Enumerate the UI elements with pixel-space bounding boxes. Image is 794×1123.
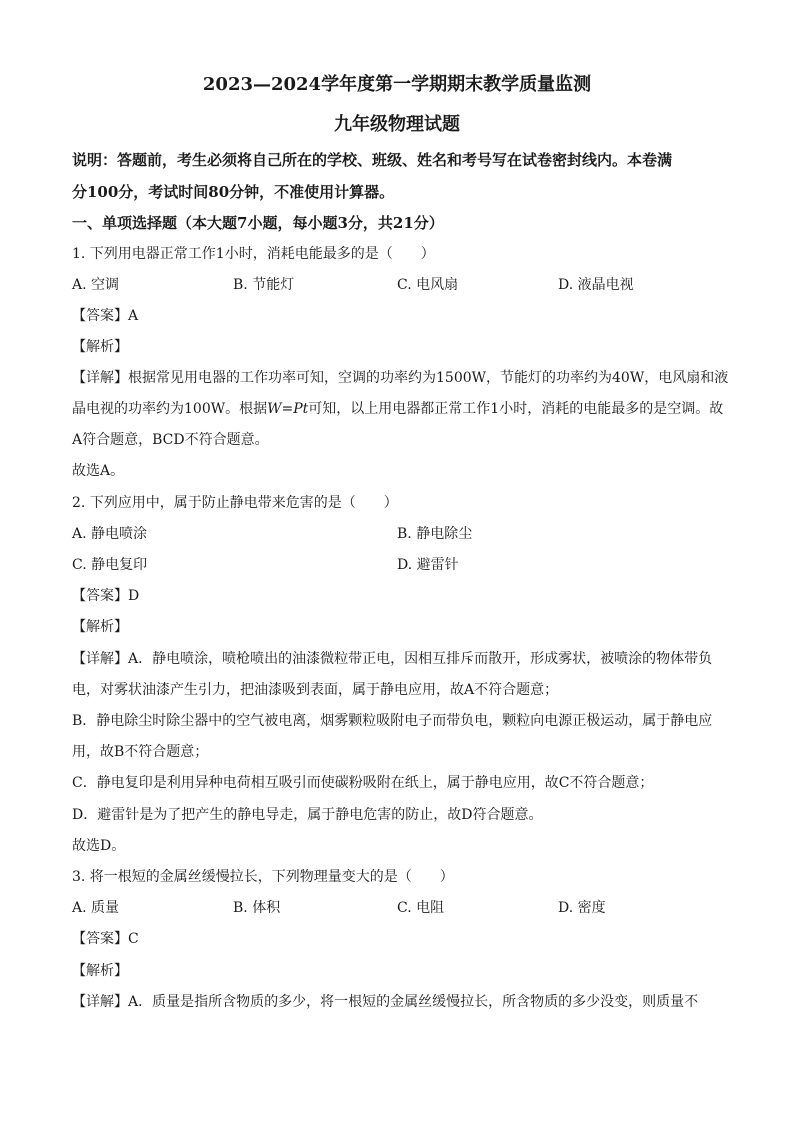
question-1-detail-2 xyxy=(72,399,723,419)
detail-text: 晶电视的功率约为100W。根据 xyxy=(72,401,268,417)
question-2-detail-5: C．静电复印是利用异种电荷相互吸引而使碳粉吸附在纸上，属于静电应用，故C不符合题意； xyxy=(72,775,654,791)
question-2-option-a: A. 静电喷涂 xyxy=(72,526,148,542)
question-3-option-d: D. 密度 xyxy=(558,900,606,916)
question-2-detail-2: 电，对雾状油漆产生引力，把油漆吸到表面，属于静电应用，故A不符合题意； xyxy=(72,682,559,698)
question-2-detail-6: D．避雷针是为了把产生的静电导走，属于静电危害的防止，故D符合题意。 xyxy=(72,807,543,823)
question-1-detail-3: A符合题意，BCD不符合题意。 xyxy=(72,432,269,448)
question-2-detail-1: 【详解】A．静电喷涂，喷枪喷出的油漆微粒带正电，因相互排斥而散开，形成雾状，被喷涂的物体带负 xyxy=(72,651,713,667)
question-2-option-b: B. 静电除尘 xyxy=(397,526,473,542)
question-3-stem: 3. 将一根短的金属丝缓慢拉长，下列物理量变大的是（ ） xyxy=(72,869,454,885)
section-heading: 一、单项选择题（本大题7小题，每小题3分，共21分） xyxy=(72,214,444,232)
exam-title: 2023—2024学年度第一学期期末教学质量监测 xyxy=(202,74,592,95)
question-1-option-c: C. 电风扇 xyxy=(397,277,459,293)
question-3-option-c: C. 电阻 xyxy=(397,900,445,916)
instructions-line-2: 分100分，考试时间80分钟，不准使用计算器。 xyxy=(72,183,395,201)
detail-text: 可知，以上用电器都正常工作1小时，消耗的电能最多的是空调。故 xyxy=(308,401,724,417)
instructions-line-1: 说明：答题前，考生必须将自己所在的学校、班级、姓名和考号写在试卷密封线内。本卷满 xyxy=(72,151,673,169)
question-1-option-a: A. 空调 xyxy=(72,277,120,293)
question-2-answer: 【答案】D xyxy=(72,588,140,604)
question-3-analysis: 【解析】 xyxy=(72,963,128,979)
question-3-answer: 【答案】C xyxy=(72,931,139,947)
question-1-answer: 【答案】A xyxy=(72,308,139,324)
question-1-stem: 1. 下列用电器正常工作1小时，消耗电能最多的是（ ） xyxy=(72,246,435,262)
question-2-option-d: D. 避雷针 xyxy=(397,557,459,573)
question-1-option-b: B. 节能灯 xyxy=(233,277,295,293)
question-2-analysis: 【解析】 xyxy=(72,619,128,635)
question-1-detail-1: 【详解】根据常见用电器的工作功率可知，空调的功率约为1500W，节能灯的功率约为40W，电风扇和液 xyxy=(72,370,729,386)
question-3-option-b: B. 体积 xyxy=(233,900,281,916)
question-3-detail-1: 【详解】A．质量是指所含物质的多少，将一根短的金属丝缓慢拉长，所含物质的多少没变，则质量不 xyxy=(72,994,699,1010)
question-2-detail-3: B．静电除尘时除尘器中的空气被电离，烟雾颗粒吸附电子而带负电，颗粒向电源正极运动，属于静电应 xyxy=(72,713,713,729)
question-2-option-c: C. 静电复印 xyxy=(72,557,148,573)
question-1-analysis: 【解析】 xyxy=(72,339,128,355)
question-2-stem: 2. 下列应用中，属于防止静电带来危害的是（ ） xyxy=(72,495,398,511)
exam-subtitle: 九年级物理试题 xyxy=(334,114,460,135)
question-1-option-d: D. 液晶电视 xyxy=(558,277,634,293)
question-3-option-a: A. 质量 xyxy=(72,900,120,916)
formula: W=Pt xyxy=(267,401,309,417)
question-2-detail-4: 用，故B不符合题意； xyxy=(72,744,209,760)
question-1-conclusion: 故选A。 xyxy=(72,463,125,479)
question-2-conclusion: 故选D。 xyxy=(72,838,126,854)
